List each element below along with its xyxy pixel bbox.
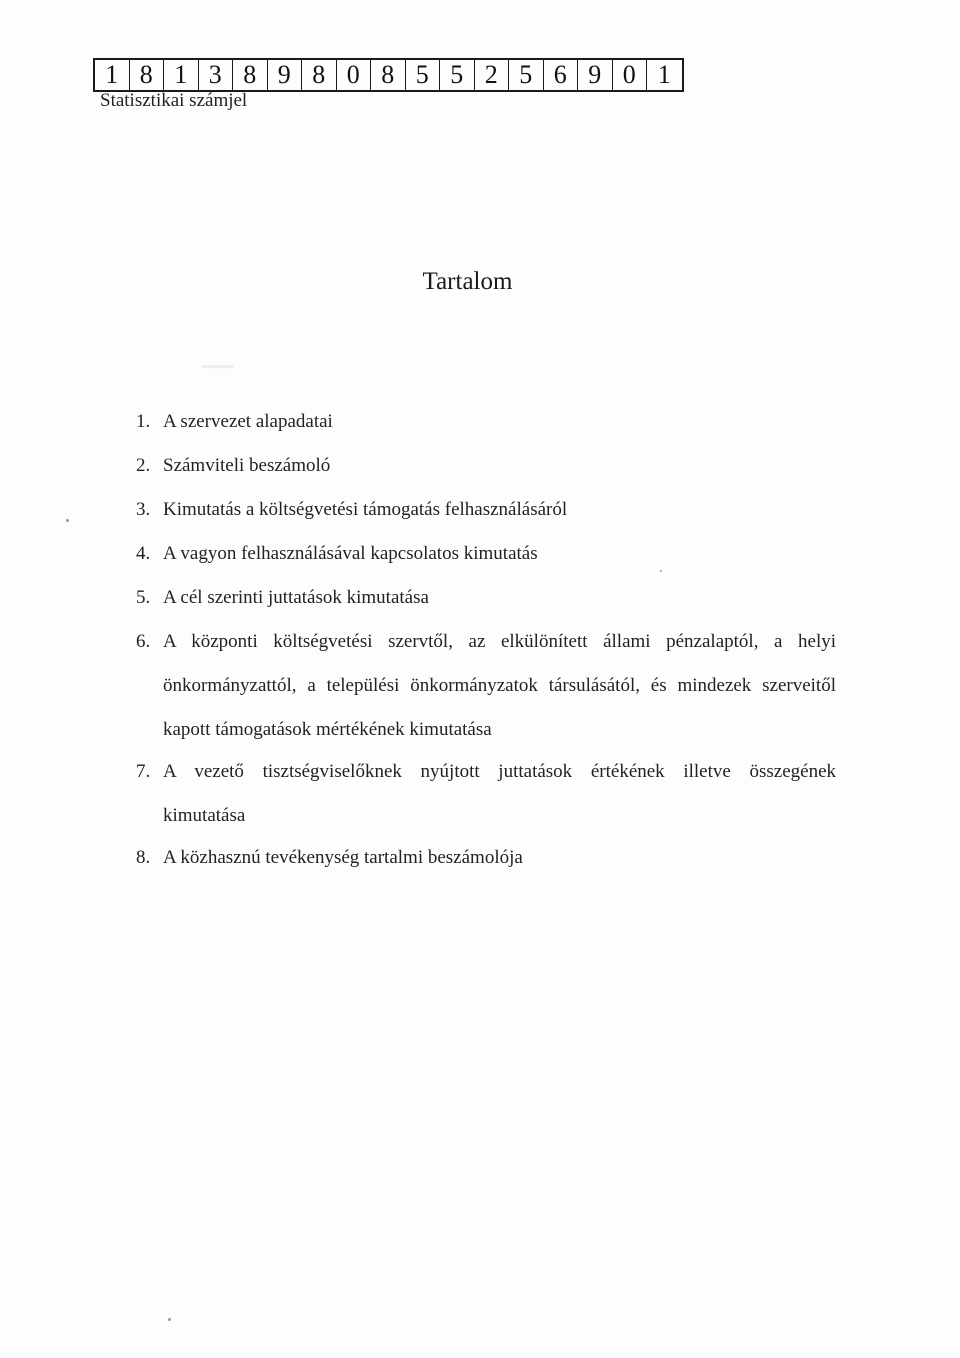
toc-item	[136, 540, 836, 568]
code-digit: 8	[233, 60, 268, 90]
code-digit: 0	[337, 60, 372, 90]
toc-item	[136, 496, 836, 524]
toc-text-block	[163, 628, 836, 744]
toc-text: Számviteli beszámoló	[163, 455, 331, 476]
code-digit: 8	[302, 60, 337, 90]
toc-number: 3.	[136, 499, 151, 520]
toc-text-line: önkormányzattól, a települési önkormányzatok társulásától, és mindezek szerveitől	[163, 675, 836, 696]
toc-text: A szervezet alapadatai	[163, 411, 333, 432]
toc-number: 6.	[136, 631, 151, 652]
toc-item	[136, 584, 836, 612]
code-digit: 8	[371, 60, 406, 90]
code-digit: 9	[268, 60, 303, 90]
code-digit: 5	[440, 60, 475, 90]
toc-number: 7.	[136, 761, 151, 782]
toc-text-block	[163, 758, 836, 830]
toc-text-line: A központi költségvetési szervtől, az elkülönített állami pénzalaptól, a helyi	[163, 631, 836, 652]
code-digit: 3	[199, 60, 234, 90]
toc-text-line: A vezető tisztségviselőknek nyújtott juttatások értékének illetve összegének	[163, 761, 836, 782]
code-digit: 1	[95, 60, 130, 90]
toc-number: 8.	[136, 847, 151, 868]
toc-number: 1.	[136, 411, 151, 432]
code-digit: 1	[657, 60, 671, 89]
toc-item	[136, 844, 836, 872]
code-digit: 8	[130, 60, 165, 90]
toc-item	[136, 758, 836, 830]
toc-text: A vagyon felhasználásával kapcsolatos kimutatás	[163, 543, 538, 564]
code-digit: 2	[475, 60, 510, 90]
code-digit: 6	[544, 60, 579, 90]
table-of-contents	[136, 408, 836, 872]
code-digit: 1	[164, 60, 199, 90]
toc-number: 2.	[136, 455, 151, 476]
toc-text-line: kimutatása	[163, 805, 246, 826]
toc-number: 5.	[136, 587, 151, 608]
code-digit: 5	[509, 60, 544, 90]
code-digit: 0	[613, 60, 648, 90]
bleed-through-text: ─	[200, 341, 234, 390]
toc-item	[136, 628, 836, 744]
statistical-code-boxes	[93, 58, 684, 92]
code-label: Statisztikai számjel	[100, 90, 248, 111]
toc-item	[136, 408, 836, 436]
code-digit: 9	[578, 60, 613, 90]
toc-text: A cél szerinti juttatások kimutatása	[163, 587, 429, 608]
toc-text: A közhasznú tevékenység tartalmi beszámolója	[163, 847, 523, 868]
toc-text-line: kapott támogatások mértékének kimutatása	[163, 719, 492, 740]
code-digit: 5	[406, 60, 441, 90]
page-title: Tartalom	[422, 268, 513, 295]
toc-item	[136, 452, 836, 480]
toc-number: 4.	[136, 543, 151, 564]
toc-text: Kimutatás a költségvetési támogatás felhasználásáról	[163, 499, 568, 520]
